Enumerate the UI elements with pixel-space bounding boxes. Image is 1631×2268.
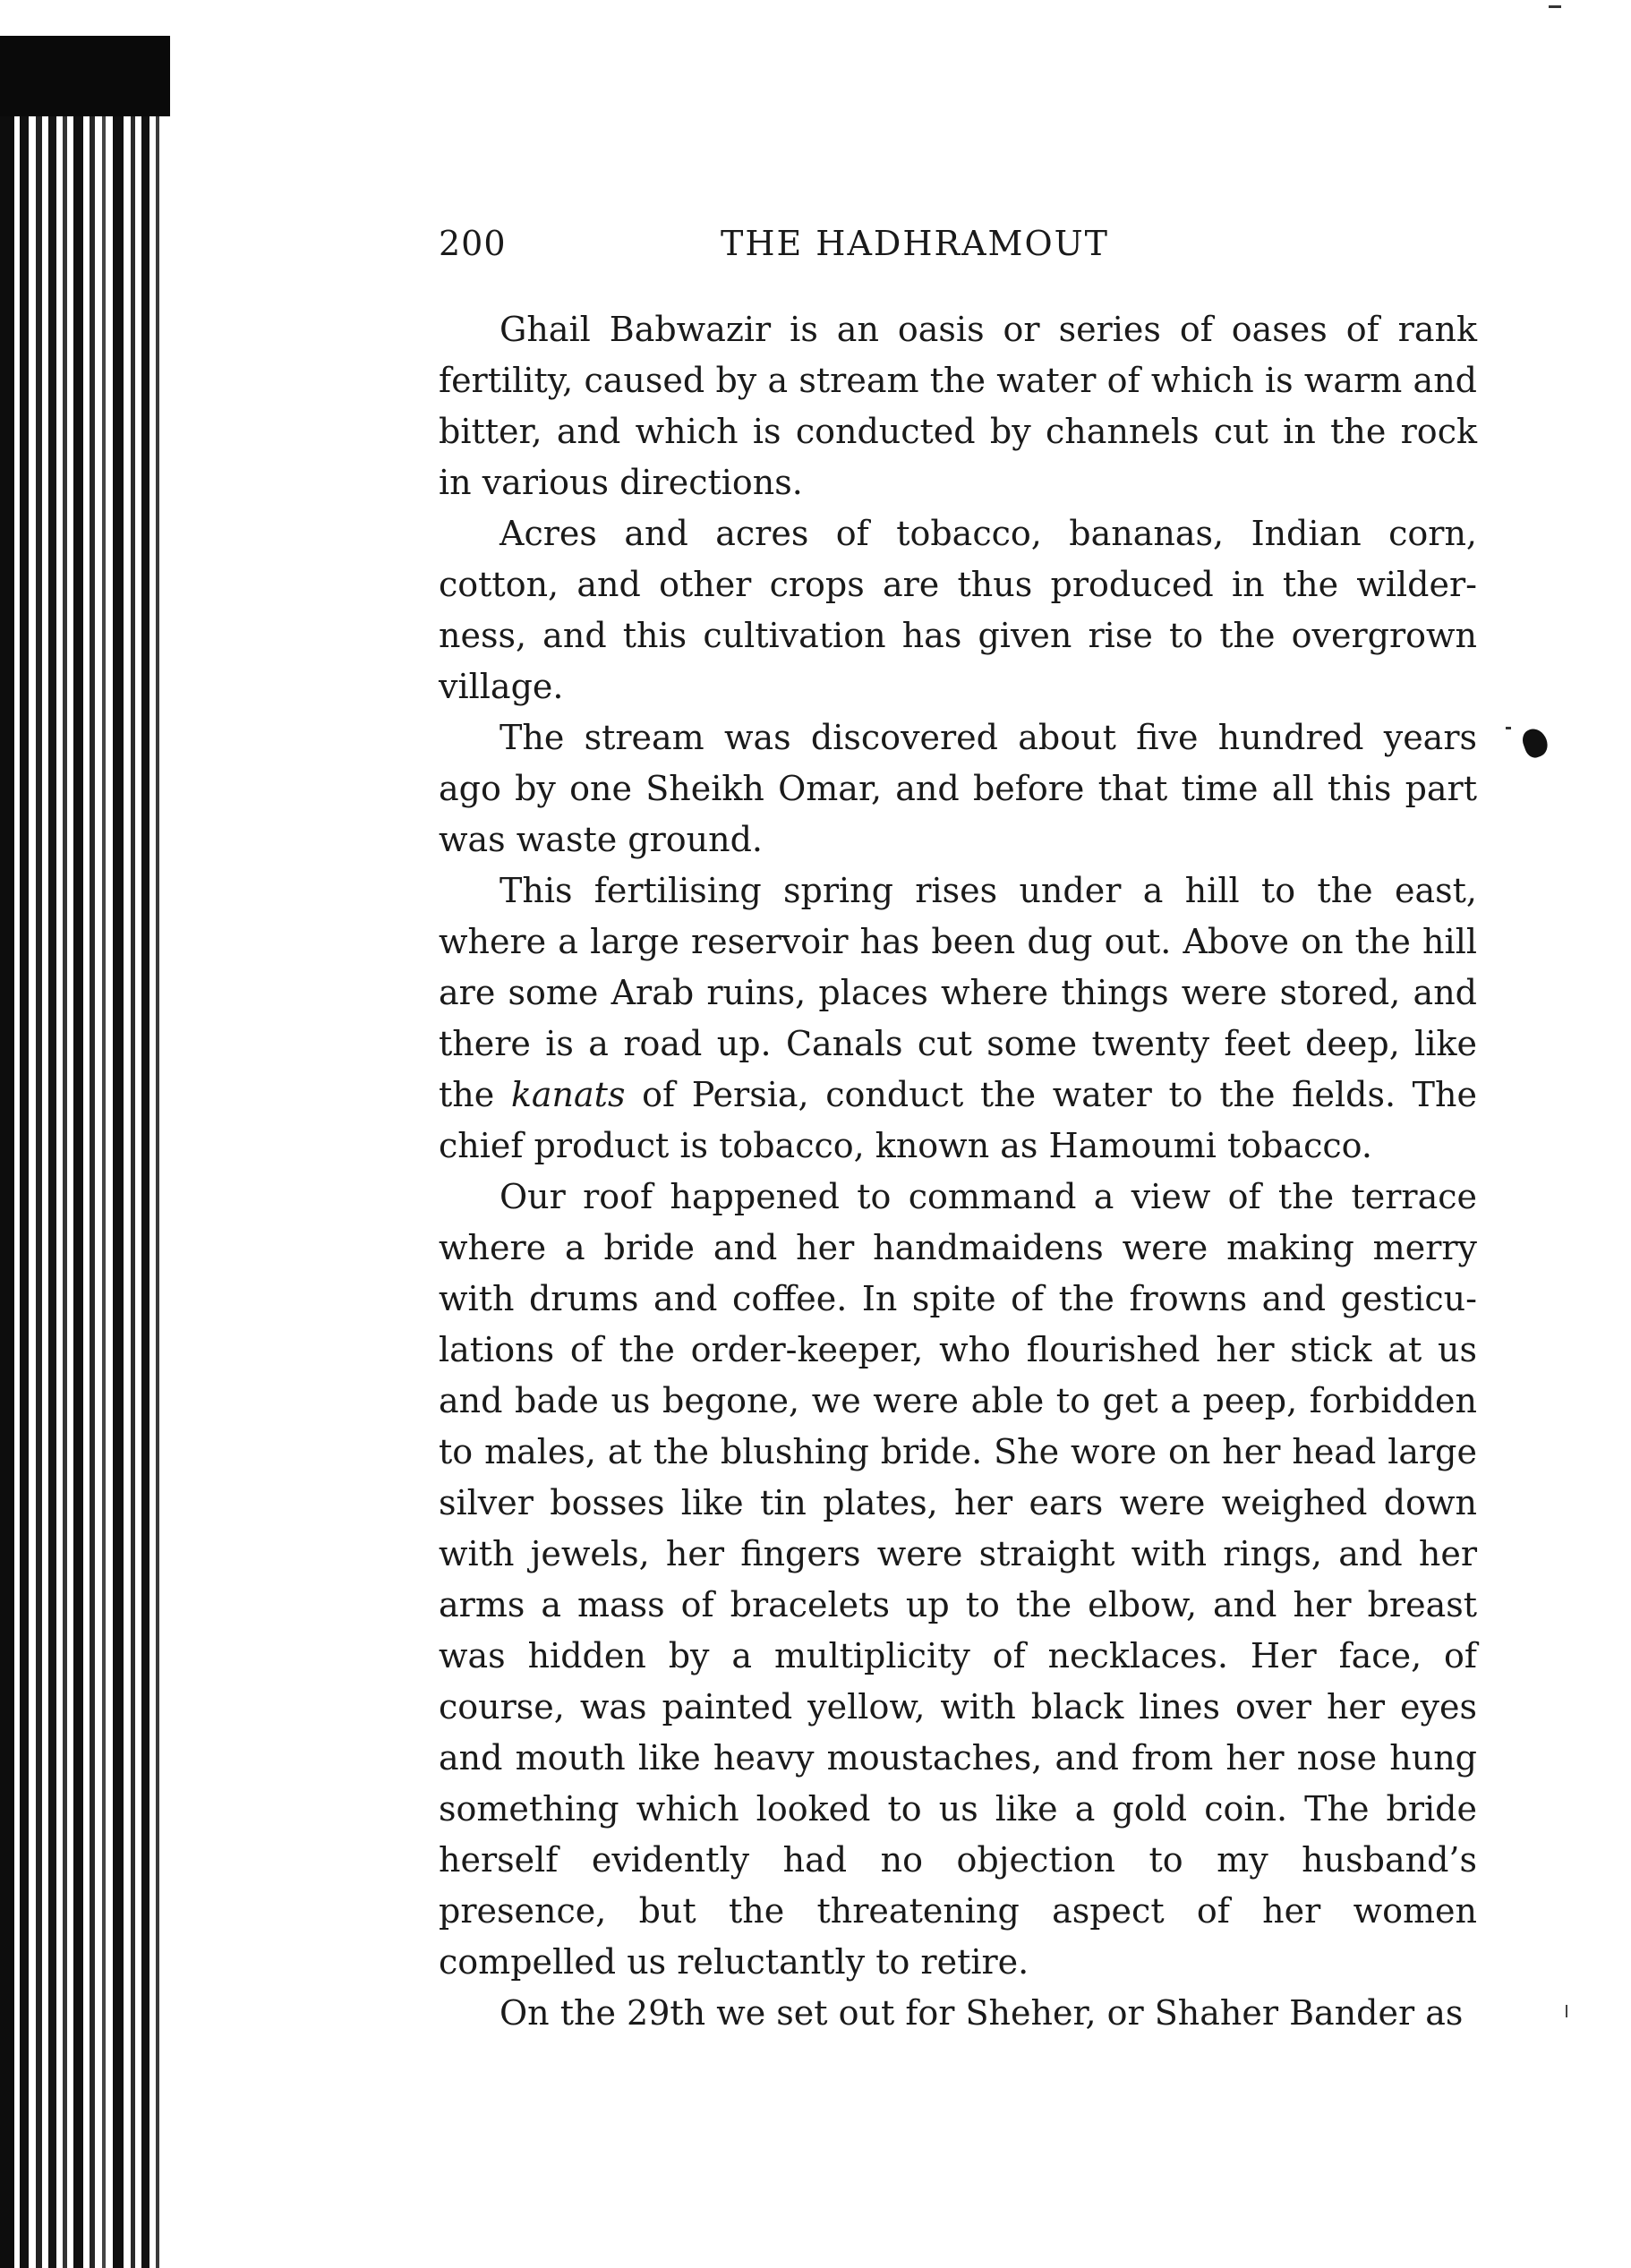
running-title: THE HADHRAMOUT: [721, 224, 1109, 263]
italic-term: kanats: [510, 1075, 626, 1114]
page-header: [439, 224, 1477, 277]
paragraph-5: Our roof happened to command a view of the terrace where a bride and her handmaidens were making merry with drums and coffee. In spite of the frowns and gesticulations of the order-keeper, who flourished her stick at us and bade us begone, we were able to get a peep, forbidden to males, at the blushing bride. She wore on her head large silver bosses like tin plates, her ears were weighed down with jewels, her fingers were straight with rings, and her arms a mass of bracelets up to the elbow, and her breast was hidden by a multiplicity of necklaces. Her face, of course, was painted yellow, with black lines over her eyes and mouth like heavy moustaches, and from her nose hung something which looked to us like a gold coin. The bride herself evidently had no objection to my husband’s presence, but the threatening aspect of her women compelled us reluctantly to retire.: [439, 1177, 1477, 1982]
page-number: 200: [439, 224, 507, 263]
margin-dash: [1506, 727, 1511, 729]
paragraph-4-part-2: of Persia, conduct the water to the fields. The chief product is tobacco, known as Hamoumi tobacco.: [439, 1075, 1477, 1165]
ink-blot: [1519, 726, 1550, 761]
book-spine-shadow: [0, 36, 170, 2268]
paragraph-4-part-1: This fertilising spring rises under a hill to the east, where a large reservoir has been dug out. Above on the hill are some Arab ruins, places where things were stored, and there is a road up. Canals cut some twenty feet deep, like the: [439, 871, 1477, 1114]
paragraph-3: The stream was discovered about five hundred years ago by one Sheikh Omar, and before that time all this part was waste ground.: [439, 718, 1477, 859]
paragraph-2: Acres and acres of tobacco, bananas, Indian corn, cotton, and other crops are thus produced in the wilderness, and this cultivation has given rise to the overgrown village.: [439, 514, 1477, 706]
paragraph-4: [439, 865, 1477, 1172]
body-text: [439, 304, 1477, 2039]
paragraph-6: On the 29th we set out for Sheher, or Shaher Bander as: [500, 1993, 1464, 2033]
corner-mark: [1549, 5, 1561, 8]
paragraph-1: Ghail Babwazir is an oasis or series of oases of rank fertility, caused by a stream the water of which is warm and bitter, and which is conducted by channels cut in the rock in various directions.: [439, 310, 1477, 502]
margin-tick: [1566, 2005, 1567, 2017]
